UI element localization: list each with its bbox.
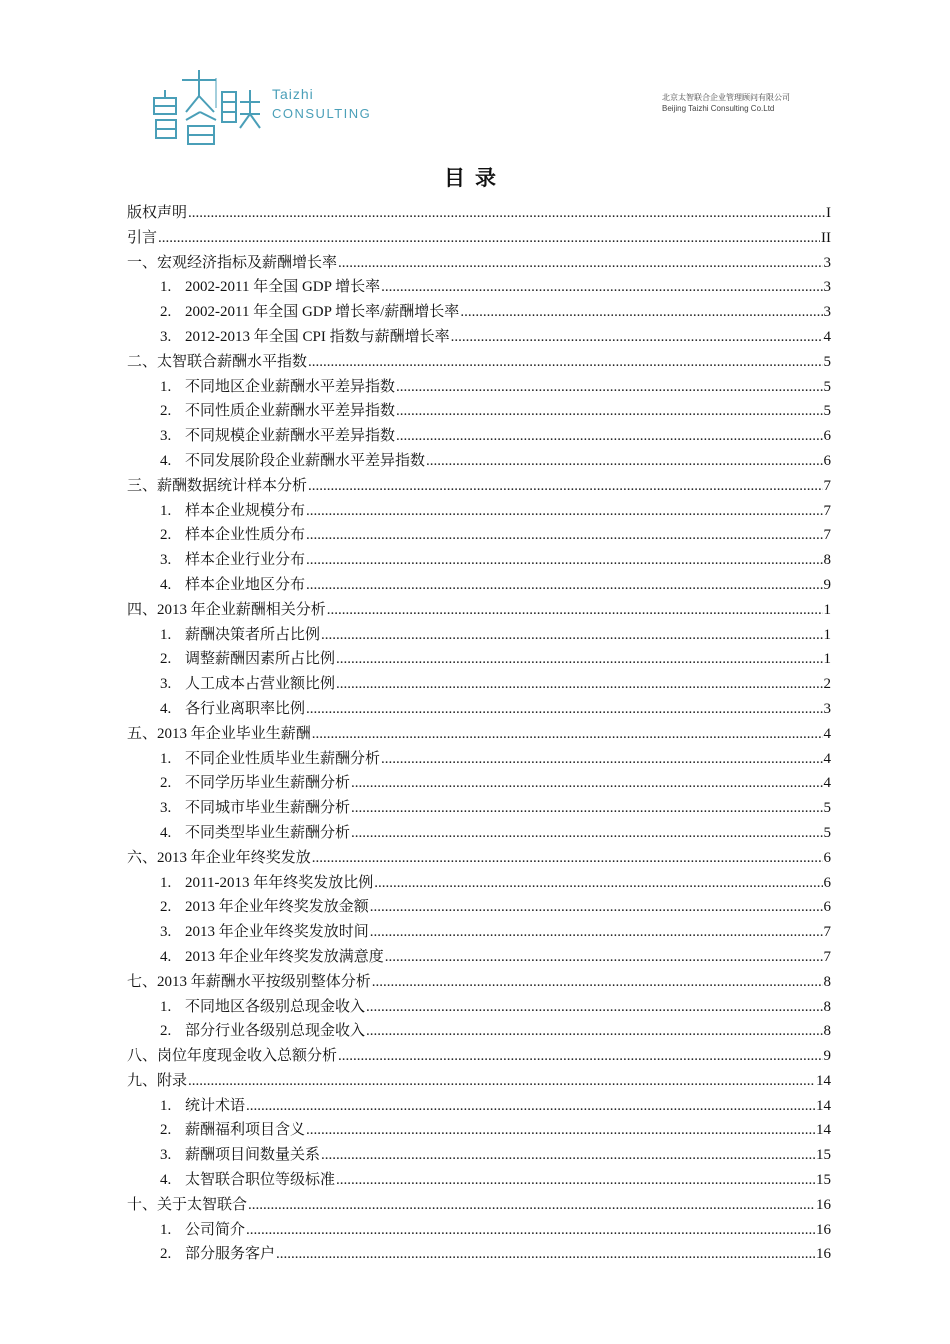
toc-dot-leader [246, 1098, 815, 1115]
toc-dot-leader [306, 552, 822, 569]
toc-entry-text: 2013 年企业年终奖发放金额 [185, 899, 369, 916]
toc-entry-number: 2. [160, 527, 172, 544]
toc-page-number: 4 [823, 775, 831, 792]
toc-entry-label [127, 226, 157, 247]
toc-dot-leader [336, 1172, 815, 1189]
toc-entry-label [160, 821, 350, 842]
toc-dot-leader [306, 577, 822, 594]
toc-entry-label [127, 1193, 247, 1214]
toc-dot-leader [426, 453, 822, 470]
toc-subentry[interactable] [127, 548, 831, 573]
toc-page-number: 5 [823, 824, 831, 841]
toc-entry-text: 部分服务客户 [185, 1246, 276, 1263]
toc-page-number: 8 [823, 998, 831, 1015]
toc-entry-number: 1. [160, 279, 172, 296]
page-header [0, 60, 950, 150]
toc-dot-leader [306, 503, 822, 520]
toc-entry-label [127, 970, 371, 991]
toc-entry-text: 九、附录 [127, 1072, 188, 1089]
toc-entry-label [127, 598, 326, 619]
toc-entry-label [160, 771, 350, 792]
toc-dot-leader [351, 825, 822, 842]
toc-dot-leader [188, 1073, 815, 1090]
toc-page-number: 6 [823, 428, 831, 445]
toc-entry-number: 3. [160, 428, 172, 445]
toc-page-number: 7 [823, 924, 831, 941]
toc-entry-label [127, 1044, 337, 1065]
toc-page-number: 7 [823, 477, 831, 494]
toc-entry[interactable] [127, 201, 831, 226]
toc-dot-leader [308, 478, 822, 495]
toc-entry-text: 部分行业各级别总现金收入 [185, 1023, 366, 1040]
toc-dot-leader [158, 230, 820, 247]
toc-subentry[interactable] [127, 573, 831, 598]
toc-entry-text: 不同规模企业薪酬水平差异指数 [185, 428, 396, 445]
toc-entry-text: 二、太智联合薪酬水平指数 [127, 353, 308, 370]
toc-entry-label [160, 697, 305, 718]
toc-entry-label [127, 251, 337, 272]
toc-entry-text: 十、关于太智联合 [127, 1196, 248, 1213]
toc-dot-leader [381, 279, 822, 296]
toc-entry-label [160, 871, 373, 892]
toc-subentry[interactable] [127, 796, 831, 821]
toc-page-number: 16 [816, 1246, 831, 1263]
toc-page-number: 6 [823, 874, 831, 891]
toc-entry-number: 1. [160, 874, 172, 891]
toc-entry-text: 不同地区企业薪酬水平差异指数 [185, 378, 396, 395]
toc-entry-text: 薪酬项目间数量关系 [185, 1147, 321, 1164]
toc-entry-text: 公司简介 [185, 1221, 246, 1238]
company-name [662, 92, 790, 114]
toc-entry-text: 不同发展阶段企业薪酬水平差异指数 [185, 452, 426, 469]
toc-subentry[interactable] [127, 995, 831, 1020]
toc-subentry[interactable] [127, 697, 831, 722]
toc-entry-label [160, 623, 320, 644]
toc-entry-label [160, 1218, 245, 1239]
toc-dot-leader [306, 1122, 815, 1139]
toc-entry-text: 四、2013 年企业薪酬相关分析 [127, 601, 326, 618]
toc-entry-number: 3. [160, 800, 172, 817]
toc-page-number: I [826, 205, 831, 221]
toc-entry-label [160, 325, 450, 346]
toc-subentry[interactable] [127, 325, 831, 350]
toc-entry[interactable] [127, 474, 831, 499]
logo-line-1: Taizhi [272, 86, 314, 102]
toc-subentry[interactable] [127, 399, 831, 424]
toc-subentry[interactable] [127, 424, 831, 449]
toc-entry-text: 不同城市毕业生薪酬分析 [185, 800, 351, 817]
toc-dot-leader [338, 255, 822, 272]
toc-entry-label [127, 1069, 187, 1090]
toc-page-number: 14 [816, 1122, 831, 1139]
toc-dot-leader [385, 949, 823, 966]
toc-entry-text: 不同企业性质毕业生薪酬分析 [185, 750, 381, 767]
toc-dot-leader [336, 676, 822, 693]
page-title: 目录 [444, 166, 506, 190]
toc-dot-leader [396, 379, 822, 396]
toc-entry-text: 统计术语 [185, 1097, 246, 1114]
toc-entry[interactable] [127, 722, 831, 747]
toc-page-number: 7 [823, 527, 831, 544]
toc-subentry[interactable] [127, 945, 831, 970]
toc-dot-leader [372, 974, 823, 991]
toc-entry-text: 样本企业行业分布 [185, 552, 306, 569]
toc-entry-number: 3. [160, 552, 172, 569]
toc-dot-leader [396, 403, 822, 420]
toc-page-number: 5 [823, 378, 831, 395]
toc-entry-text: 各行业离职率比例 [185, 700, 306, 717]
logo-wordmark [272, 84, 371, 124]
toc-entry-text: 调整薪酬因素所占比例 [185, 651, 336, 668]
toc-subentry[interactable] [127, 1218, 831, 1243]
toc-entry[interactable] [127, 1044, 831, 1069]
toc-entry-label [160, 995, 365, 1016]
toc-subentry[interactable] [127, 771, 831, 796]
toc-page-number: 7 [823, 948, 831, 965]
toc-entry-text: 2013 年企业年终奖发放满意度 [185, 948, 384, 965]
toc-entry-label [127, 722, 311, 743]
toc-page-number: II [821, 229, 831, 246]
toc-entry-number: 4. [160, 1172, 172, 1189]
toc-entry-number: 1. [160, 378, 172, 395]
toc-page-number: 6 [823, 849, 831, 866]
toc-entry-number: 1. [160, 626, 172, 643]
toc-entry-number: 1. [160, 1097, 172, 1114]
toc-page-number: 1 [823, 651, 831, 668]
toc-entry-text: 八、岗位年度现金收入总额分析 [127, 1048, 338, 1065]
toc-entry-label [160, 796, 350, 817]
toc-page-number: 2 [823, 676, 831, 693]
toc-entry-label [160, 1094, 245, 1115]
toc-entry-text: 一、宏观经济指标及薪酬增长率 [127, 254, 338, 271]
toc-page-number: 15 [816, 1172, 831, 1189]
toc-entry-label [160, 1019, 365, 1040]
toc-page-number: 14 [816, 1072, 831, 1089]
toc-entry-number: 2. [160, 403, 172, 420]
toc-entry-text: 不同学历毕业生薪酬分析 [185, 775, 351, 792]
toc-entry-text: 样本企业规模分布 [185, 502, 306, 519]
toc-entry[interactable] [127, 598, 831, 623]
toc-entry-text: 人工成本占营业额比例 [185, 676, 336, 693]
toc-entry[interactable] [127, 350, 831, 375]
toc-dot-leader [351, 800, 822, 817]
toc-entry-number: 3. [160, 1147, 172, 1164]
toc-page-number: 8 [823, 1023, 831, 1040]
toc-entry-label [127, 846, 311, 867]
toc-entry-number: 2. [160, 899, 172, 916]
toc-page-number: 4 [823, 725, 831, 742]
toc-entry-text: 三、薪酬数据统计样本分析 [127, 477, 308, 494]
toc-dot-leader [321, 627, 822, 644]
toc-entry-text: 不同地区各级别总现金收入 [185, 998, 366, 1015]
toc-entry-number: 1. [160, 1221, 172, 1238]
toc-dot-leader [370, 899, 823, 916]
toc-entry-text: 不同性质企业薪酬水平差异指数 [185, 403, 396, 420]
toc-subentry[interactable] [127, 499, 831, 524]
toc-page-number: 7 [823, 502, 831, 519]
toc-entry[interactable] [127, 1069, 831, 1094]
taizhi-logo-icon [150, 68, 262, 148]
toc-entry-label [160, 499, 305, 520]
toc-entry-label [160, 647, 335, 668]
toc-subentry[interactable] [127, 1118, 831, 1143]
toc-entry[interactable] [127, 846, 831, 871]
toc-page-number: 5 [823, 403, 831, 420]
toc-entry-text: 样本企业性质分布 [185, 527, 306, 544]
toc-entry-label [160, 548, 305, 569]
toc-entry-label [160, 573, 305, 594]
toc-entry[interactable] [127, 226, 831, 251]
toc-page-number: 16 [816, 1221, 831, 1238]
toc-dot-leader [366, 1023, 822, 1040]
toc-entry-number: 2. [160, 651, 172, 668]
toc-page-number: 14 [816, 1097, 831, 1114]
toc-entry[interactable] [127, 970, 831, 995]
logo-line-2: CONSULTING [272, 106, 372, 121]
toc-page-number: 1 [823, 626, 831, 643]
toc-entry-number: 2. [160, 1023, 172, 1040]
toc-dot-leader [306, 527, 822, 544]
toc-page-number: 8 [823, 973, 831, 990]
toc-entry-number: 3. [160, 924, 172, 941]
toc-subentry[interactable] [127, 672, 831, 697]
toc-entry-text: 薪酬决策者所占比例 [185, 626, 321, 643]
toc-dot-leader [396, 428, 822, 445]
toc-dot-leader [312, 726, 823, 743]
table-of-contents [127, 201, 831, 1267]
toc-subentry[interactable] [127, 449, 831, 474]
toc-subentry[interactable] [127, 871, 831, 896]
toc-page-number: 1 [823, 601, 831, 618]
toc-subentry[interactable] [127, 375, 831, 400]
toc-entry-number: 2. [160, 304, 172, 321]
toc-dot-leader [338, 1048, 822, 1065]
toc-entry-number: 3. [160, 676, 172, 693]
toc-entry-label [160, 399, 395, 420]
toc-dot-leader [366, 999, 822, 1016]
toc-page-number: 4 [823, 328, 831, 345]
toc-entry-label [160, 1118, 305, 1139]
toc-subentry[interactable] [127, 300, 831, 325]
toc-entry-label [160, 424, 395, 445]
toc-entry-text: 版权声明 [127, 205, 188, 221]
toc-entry-text: 五、2013 年企业毕业生薪酬 [127, 725, 311, 742]
toc-subentry[interactable] [127, 895, 831, 920]
toc-subentry[interactable] [127, 747, 831, 772]
toc-entry-text: 样本企业地区分布 [185, 576, 306, 593]
toc-dot-leader [306, 701, 822, 718]
toc-entry-number: 4. [160, 452, 172, 469]
toc-entry-number: 1. [160, 998, 172, 1015]
toc-entry-number: 4. [160, 948, 172, 965]
toc-entry-label [160, 300, 459, 321]
toc-dot-leader [374, 875, 822, 892]
toc-page-number: 9 [823, 1048, 831, 1065]
toc-subentry[interactable] [127, 623, 831, 648]
toc-subentry[interactable] [127, 275, 831, 300]
toc-entry-text: 太智联合职位等级标准 [185, 1172, 336, 1189]
toc-entry-text: 2002-2011 年全国 GDP 增长率/薪酬增长率 [185, 304, 460, 321]
toc-page-number: 5 [823, 353, 831, 370]
toc-entry-label [160, 523, 305, 544]
toc-entry-number: 4. [160, 824, 172, 841]
toc-entry-label [160, 449, 425, 470]
toc-entry-label [160, 275, 380, 296]
toc-dot-leader [451, 329, 823, 346]
toc-page-number: 16 [816, 1196, 831, 1213]
toc-dot-leader [336, 651, 822, 668]
toc-entry-number: 2. [160, 1122, 172, 1139]
toc-entry-text: 2012-2013 年全国 CPI 指数与薪酬增长率 [185, 328, 450, 345]
toc-subentry[interactable] [127, 1242, 831, 1267]
toc-entry-label [160, 945, 384, 966]
toc-page-number: 8 [823, 552, 831, 569]
toc-subentry[interactable] [127, 523, 831, 548]
toc-entry[interactable] [127, 251, 831, 276]
toc-dot-leader [308, 354, 822, 371]
toc-entry-text: 引言 [127, 229, 158, 246]
toc-subentry[interactable] [127, 821, 831, 846]
toc-entry-number: 4. [160, 700, 172, 717]
toc-subentry[interactable] [127, 1094, 831, 1119]
toc-page-number: 15 [816, 1147, 831, 1164]
toc-page-number: 3 [823, 279, 831, 296]
toc-entry-label [160, 747, 380, 768]
toc-dot-leader [188, 205, 825, 222]
toc-entry-label [160, 920, 369, 941]
toc-dot-leader [327, 602, 823, 619]
toc-dot-leader [321, 1147, 815, 1164]
toc-entry-label [160, 375, 395, 396]
toc-entry-text: 不同类型毕业生薪酬分析 [185, 824, 351, 841]
toc-subentry[interactable] [127, 647, 831, 672]
toc-page-number: 3 [823, 304, 831, 321]
toc-entry-number: 2. [160, 1246, 172, 1263]
toc-entry-number: 2. [160, 775, 172, 792]
toc-dot-leader [248, 1197, 815, 1214]
company-name-cn: 北京太智联合企业管理顾问有限公司 [662, 93, 790, 102]
toc-dot-leader [351, 775, 822, 792]
toc-dot-leader [276, 1246, 815, 1263]
toc-entry-label [127, 201, 187, 222]
toc-entry-number: 3. [160, 328, 172, 345]
toc-page-number: 3 [823, 254, 831, 271]
toc-page-number: 9 [823, 576, 831, 593]
toc-subentry[interactable] [127, 1168, 831, 1193]
toc-entry-label [127, 350, 307, 371]
toc-page-number: 6 [823, 899, 831, 916]
toc-dot-leader [460, 304, 822, 321]
toc-entry-text: 2011-2013 年年终奖发放比例 [185, 874, 374, 891]
toc-page-number: 4 [823, 750, 831, 767]
toc-dot-leader [246, 1222, 815, 1239]
toc-entry-number: 4. [160, 576, 172, 593]
toc-entry-label [160, 1168, 335, 1189]
toc-entry-number: 1. [160, 750, 172, 767]
toc-entry-label [160, 672, 335, 693]
toc-entry-label [160, 1242, 275, 1263]
toc-subentry[interactable] [127, 1143, 831, 1168]
toc-dot-leader [381, 751, 822, 768]
toc-page-number: 3 [823, 700, 831, 717]
toc-page-number: 5 [823, 800, 831, 817]
toc-entry-label [127, 474, 307, 495]
toc-entry-number: 1. [160, 502, 172, 519]
toc-dot-leader [312, 850, 823, 867]
toc-subentry[interactable] [127, 1019, 831, 1044]
toc-entry-text: 2013 年企业年终奖发放时间 [185, 924, 369, 941]
toc-page-number: 6 [823, 452, 831, 469]
toc-entry[interactable] [127, 1193, 831, 1218]
toc-entry-text: 七、2013 年薪酬水平按级别整体分析 [127, 973, 371, 990]
toc-dot-leader [370, 924, 823, 941]
toc-entry-label [160, 895, 369, 916]
company-name-en: Beijing Taizhi Consulting Co.Ltd [662, 104, 775, 113]
toc-entry-text: 2002-2011 年全国 GDP 增长率 [185, 279, 381, 296]
toc-entry-text: 六、2013 年企业年终奖发放 [127, 849, 311, 866]
toc-entry-text: 薪酬福利项目含义 [185, 1122, 306, 1139]
toc-entry-label [160, 1143, 320, 1164]
toc-subentry[interactable] [127, 920, 831, 945]
